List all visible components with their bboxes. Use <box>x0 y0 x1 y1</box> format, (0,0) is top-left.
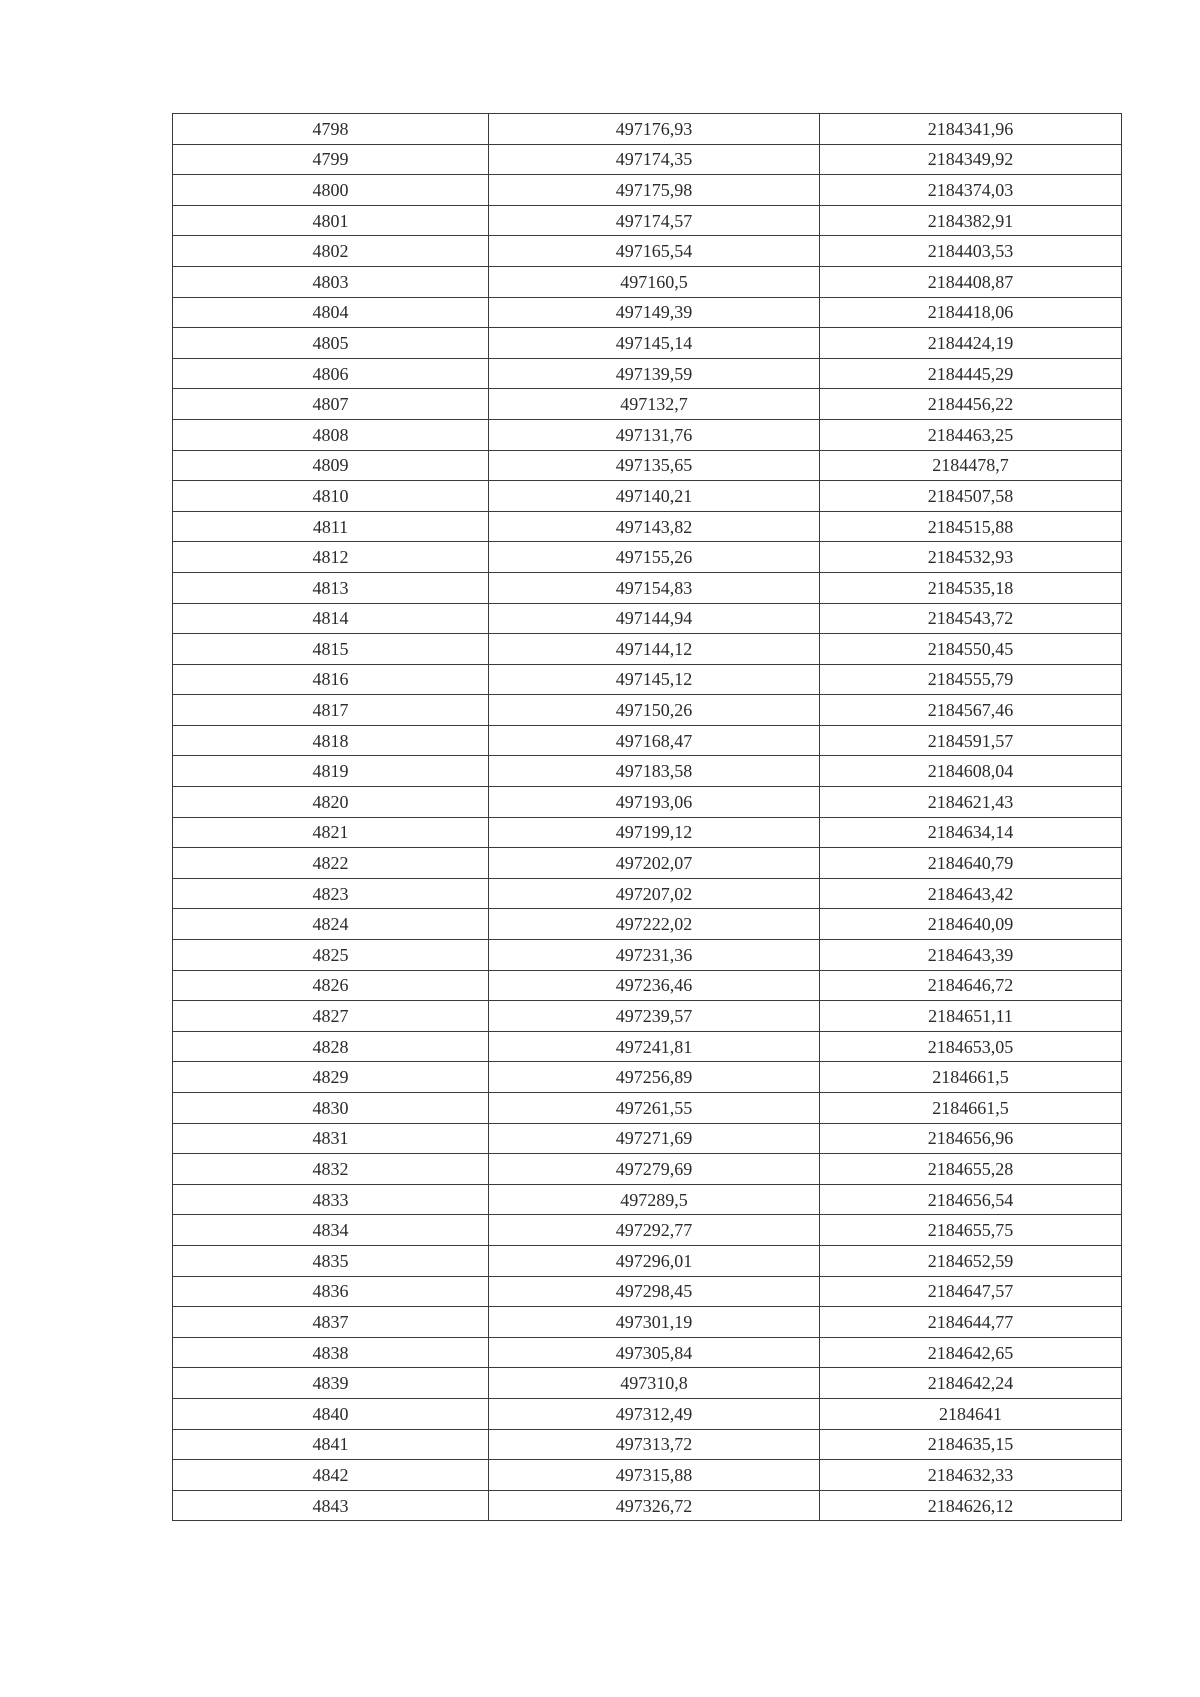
point-number-cell: 4817 <box>173 695 489 726</box>
table-row <box>173 1368 1122 1399</box>
y-coordinate-cell: 2184656,96 <box>820 1123 1122 1154</box>
point-number-cell: 4814 <box>173 603 489 634</box>
table-row <box>173 450 1122 481</box>
x-coordinate-cell: 497132,7 <box>489 389 820 420</box>
x-coordinate-cell: 497145,14 <box>489 328 820 359</box>
table-row <box>173 1215 1122 1246</box>
y-coordinate-cell: 2184621,43 <box>820 787 1122 818</box>
y-coordinate-cell: 2184403,53 <box>820 236 1122 267</box>
point-number-cell: 4843 <box>173 1490 489 1521</box>
x-coordinate-cell: 497289,5 <box>489 1184 820 1215</box>
x-coordinate-cell: 497313,72 <box>489 1429 820 1460</box>
point-number-cell: 4812 <box>173 542 489 573</box>
table-row <box>173 1276 1122 1307</box>
x-coordinate-cell: 497154,83 <box>489 572 820 603</box>
y-coordinate-cell: 2184646,72 <box>820 970 1122 1001</box>
point-number-cell: 4825 <box>173 940 489 971</box>
coordinates-table-body <box>173 114 1122 1521</box>
point-number-cell: 4806 <box>173 358 489 389</box>
table-row <box>173 419 1122 450</box>
point-number-cell: 4832 <box>173 1154 489 1185</box>
x-coordinate-cell: 497155,26 <box>489 542 820 573</box>
table-row <box>173 297 1122 328</box>
x-coordinate-cell: 497298,45 <box>489 1276 820 1307</box>
point-number-cell: 4834 <box>173 1215 489 1246</box>
y-coordinate-cell: 2184591,57 <box>820 725 1122 756</box>
x-coordinate-cell: 497135,65 <box>489 450 820 481</box>
y-coordinate-cell: 2184640,79 <box>820 848 1122 879</box>
x-coordinate-cell: 497202,07 <box>489 848 820 879</box>
x-coordinate-cell: 497176,93 <box>489 114 820 145</box>
point-number-cell: 4813 <box>173 572 489 603</box>
coordinates-table <box>172 113 1122 1521</box>
y-coordinate-cell: 2184641 <box>820 1398 1122 1429</box>
table-row <box>173 817 1122 848</box>
point-number-cell: 4820 <box>173 787 489 818</box>
y-coordinate-cell: 2184382,91 <box>820 205 1122 236</box>
y-coordinate-cell: 2184478,7 <box>820 450 1122 481</box>
table-row <box>173 940 1122 971</box>
point-number-cell: 4802 <box>173 236 489 267</box>
y-coordinate-cell: 2184661,5 <box>820 1093 1122 1124</box>
point-number-cell: 4798 <box>173 114 489 145</box>
table-row <box>173 205 1122 236</box>
point-number-cell: 4811 <box>173 511 489 542</box>
point-number-cell: 4801 <box>173 205 489 236</box>
x-coordinate-cell: 497256,89 <box>489 1062 820 1093</box>
point-number-cell: 4815 <box>173 634 489 665</box>
point-number-cell: 4804 <box>173 297 489 328</box>
x-coordinate-cell: 497144,94 <box>489 603 820 634</box>
y-coordinate-cell: 2184555,79 <box>820 664 1122 695</box>
y-coordinate-cell: 2184445,29 <box>820 358 1122 389</box>
x-coordinate-cell: 497140,21 <box>489 481 820 512</box>
y-coordinate-cell: 2184515,88 <box>820 511 1122 542</box>
point-number-cell: 4823 <box>173 878 489 909</box>
table-row <box>173 1337 1122 1368</box>
x-coordinate-cell: 497236,46 <box>489 970 820 1001</box>
table-row <box>173 1031 1122 1062</box>
x-coordinate-cell: 497143,82 <box>489 511 820 542</box>
y-coordinate-cell: 2184532,93 <box>820 542 1122 573</box>
point-number-cell: 4837 <box>173 1307 489 1338</box>
point-number-cell: 4841 <box>173 1429 489 1460</box>
table-row <box>173 603 1122 634</box>
table-row <box>173 1245 1122 1276</box>
table-row <box>173 725 1122 756</box>
point-number-cell: 4824 <box>173 909 489 940</box>
y-coordinate-cell: 2184456,22 <box>820 389 1122 420</box>
x-coordinate-cell: 497231,36 <box>489 940 820 971</box>
point-number-cell: 4836 <box>173 1276 489 1307</box>
y-coordinate-cell: 2184642,24 <box>820 1368 1122 1399</box>
y-coordinate-cell: 2184643,39 <box>820 940 1122 971</box>
point-number-cell: 4822 <box>173 848 489 879</box>
x-coordinate-cell: 497222,02 <box>489 909 820 940</box>
table-row <box>173 144 1122 175</box>
table-row <box>173 1307 1122 1338</box>
y-coordinate-cell: 2184424,19 <box>820 328 1122 359</box>
x-coordinate-cell: 497150,26 <box>489 695 820 726</box>
point-number-cell: 4839 <box>173 1368 489 1399</box>
point-number-cell: 4827 <box>173 1001 489 1032</box>
y-coordinate-cell: 2184632,33 <box>820 1460 1122 1491</box>
table-row <box>173 236 1122 267</box>
point-number-cell: 4819 <box>173 756 489 787</box>
x-coordinate-cell: 497174,57 <box>489 205 820 236</box>
y-coordinate-cell: 2184653,05 <box>820 1031 1122 1062</box>
y-coordinate-cell: 2184543,72 <box>820 603 1122 634</box>
table-row <box>173 481 1122 512</box>
y-coordinate-cell: 2184635,15 <box>820 1429 1122 1460</box>
table-row <box>173 175 1122 206</box>
table-row <box>173 1093 1122 1124</box>
point-number-cell: 4838 <box>173 1337 489 1368</box>
x-coordinate-cell: 497139,59 <box>489 358 820 389</box>
y-coordinate-cell: 2184341,96 <box>820 114 1122 145</box>
y-coordinate-cell: 2184535,18 <box>820 572 1122 603</box>
y-coordinate-cell: 2184642,65 <box>820 1337 1122 1368</box>
table-row <box>173 664 1122 695</box>
table-row <box>173 787 1122 818</box>
x-coordinate-cell: 497160,5 <box>489 266 820 297</box>
x-coordinate-cell: 497305,84 <box>489 1337 820 1368</box>
x-coordinate-cell: 497144,12 <box>489 634 820 665</box>
x-coordinate-cell: 497175,98 <box>489 175 820 206</box>
point-number-cell: 4828 <box>173 1031 489 1062</box>
point-number-cell: 4829 <box>173 1062 489 1093</box>
y-coordinate-cell: 2184608,04 <box>820 756 1122 787</box>
table-row <box>173 358 1122 389</box>
x-coordinate-cell: 497199,12 <box>489 817 820 848</box>
table-row <box>173 1062 1122 1093</box>
table-row <box>173 1490 1122 1521</box>
y-coordinate-cell: 2184463,25 <box>820 419 1122 450</box>
point-number-cell: 4826 <box>173 970 489 1001</box>
table-row <box>173 1460 1122 1491</box>
table-row <box>173 511 1122 542</box>
y-coordinate-cell: 2184647,57 <box>820 1276 1122 1307</box>
y-coordinate-cell: 2184652,59 <box>820 1245 1122 1276</box>
x-coordinate-cell: 497131,76 <box>489 419 820 450</box>
point-number-cell: 4809 <box>173 450 489 481</box>
y-coordinate-cell: 2184634,14 <box>820 817 1122 848</box>
x-coordinate-cell: 497279,69 <box>489 1154 820 1185</box>
x-coordinate-cell: 497312,49 <box>489 1398 820 1429</box>
point-number-cell: 4799 <box>173 144 489 175</box>
point-number-cell: 4800 <box>173 175 489 206</box>
point-number-cell: 4831 <box>173 1123 489 1154</box>
table-row <box>173 542 1122 573</box>
point-number-cell: 4840 <box>173 1398 489 1429</box>
y-coordinate-cell: 2184408,87 <box>820 266 1122 297</box>
y-coordinate-cell: 2184626,12 <box>820 1490 1122 1521</box>
table-row <box>173 695 1122 726</box>
y-coordinate-cell: 2184507,58 <box>820 481 1122 512</box>
point-number-cell: 4810 <box>173 481 489 512</box>
x-coordinate-cell: 497149,39 <box>489 297 820 328</box>
point-number-cell: 4818 <box>173 725 489 756</box>
point-number-cell: 4807 <box>173 389 489 420</box>
table-row <box>173 328 1122 359</box>
point-number-cell: 4808 <box>173 419 489 450</box>
table-row <box>173 572 1122 603</box>
point-number-cell: 4833 <box>173 1184 489 1215</box>
table-row <box>173 878 1122 909</box>
x-coordinate-cell: 497271,69 <box>489 1123 820 1154</box>
point-number-cell: 4830 <box>173 1093 489 1124</box>
x-coordinate-cell: 497183,58 <box>489 756 820 787</box>
point-number-cell: 4835 <box>173 1245 489 1276</box>
point-number-cell: 4842 <box>173 1460 489 1491</box>
table-row <box>173 756 1122 787</box>
point-number-cell: 4821 <box>173 817 489 848</box>
y-coordinate-cell: 2184661,5 <box>820 1062 1122 1093</box>
x-coordinate-cell: 497145,12 <box>489 664 820 695</box>
point-number-cell: 4803 <box>173 266 489 297</box>
table-row <box>173 1123 1122 1154</box>
table-row <box>173 1184 1122 1215</box>
x-coordinate-cell: 497168,47 <box>489 725 820 756</box>
y-coordinate-cell: 2184655,75 <box>820 1215 1122 1246</box>
table-row <box>173 266 1122 297</box>
table-row <box>173 1154 1122 1185</box>
x-coordinate-cell: 497241,81 <box>489 1031 820 1062</box>
table-row <box>173 1429 1122 1460</box>
table-row <box>173 634 1122 665</box>
point-number-cell: 4816 <box>173 664 489 695</box>
table-row <box>173 909 1122 940</box>
x-coordinate-cell: 497310,8 <box>489 1368 820 1399</box>
x-coordinate-cell: 497261,55 <box>489 1093 820 1124</box>
x-coordinate-cell: 497301,19 <box>489 1307 820 1338</box>
point-number-cell: 4805 <box>173 328 489 359</box>
x-coordinate-cell: 497239,57 <box>489 1001 820 1032</box>
y-coordinate-cell: 2184550,45 <box>820 634 1122 665</box>
table-row <box>173 848 1122 879</box>
x-coordinate-cell: 497174,35 <box>489 144 820 175</box>
y-coordinate-cell: 2184374,03 <box>820 175 1122 206</box>
y-coordinate-cell: 2184644,77 <box>820 1307 1122 1338</box>
x-coordinate-cell: 497165,54 <box>489 236 820 267</box>
table-row <box>173 1001 1122 1032</box>
y-coordinate-cell: 2184656,54 <box>820 1184 1122 1215</box>
x-coordinate-cell: 497296,01 <box>489 1245 820 1276</box>
x-coordinate-cell: 497315,88 <box>489 1460 820 1491</box>
y-coordinate-cell: 2184349,92 <box>820 144 1122 175</box>
x-coordinate-cell: 497326,72 <box>489 1490 820 1521</box>
x-coordinate-cell: 497207,02 <box>489 878 820 909</box>
y-coordinate-cell: 2184655,28 <box>820 1154 1122 1185</box>
x-coordinate-cell: 497193,06 <box>489 787 820 818</box>
y-coordinate-cell: 2184418,06 <box>820 297 1122 328</box>
y-coordinate-cell: 2184640,09 <box>820 909 1122 940</box>
table-row <box>173 970 1122 1001</box>
x-coordinate-cell: 497292,77 <box>489 1215 820 1246</box>
table-row <box>173 389 1122 420</box>
table-row <box>173 1398 1122 1429</box>
table-row <box>173 114 1122 145</box>
y-coordinate-cell: 2184567,46 <box>820 695 1122 726</box>
y-coordinate-cell: 2184651,11 <box>820 1001 1122 1032</box>
y-coordinate-cell: 2184643,42 <box>820 878 1122 909</box>
